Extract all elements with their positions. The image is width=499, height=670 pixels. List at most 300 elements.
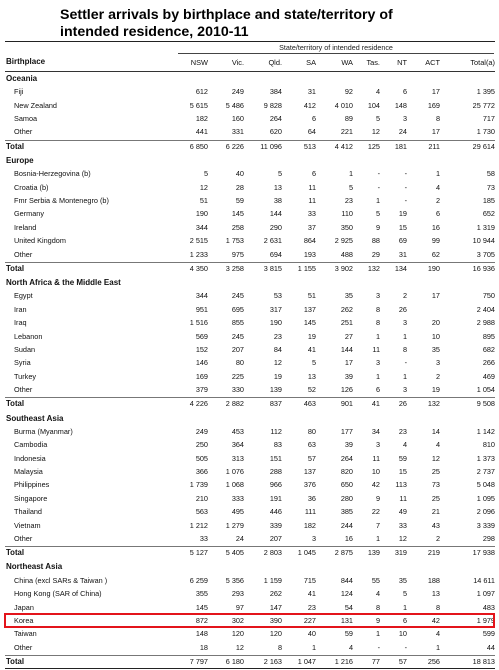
table-cell: 495 <box>231 507 244 517</box>
table-cell: 62 <box>431 249 440 259</box>
table-cell: 7 797 <box>189 657 208 666</box>
table-cell: 262 <box>269 589 282 599</box>
table-cell: 24 <box>235 533 244 543</box>
table-cell: 37 <box>307 222 316 232</box>
table-cell: 21 <box>431 507 440 517</box>
table-row <box>5 357 495 368</box>
row-label: Other <box>14 385 33 395</box>
page-title <box>60 7 480 41</box>
table-cell: 1 159 <box>263 575 282 585</box>
table-row <box>5 126 495 137</box>
row-label: Ireland <box>14 222 37 232</box>
table-cell: 14 611 <box>473 575 495 585</box>
table-row <box>5 235 495 246</box>
table-cell: 3 902 <box>334 263 353 273</box>
table-cell: 8 <box>402 344 407 354</box>
table-cell: 2 803 <box>263 548 282 558</box>
table-cell: 820 <box>340 467 353 477</box>
table-cell: 2 096 <box>476 507 495 517</box>
table-cell: 5 <box>402 589 407 599</box>
table-cell: 33 <box>398 520 407 530</box>
table-cell: 249 <box>231 87 244 97</box>
table-cell: 5 405 <box>225 548 244 558</box>
table-cell: 169 <box>427 100 440 110</box>
table-cell: 1 753 <box>225 236 244 246</box>
table-row <box>5 520 495 531</box>
column-header: Tas. <box>366 58 380 67</box>
table-cell: 3 815 <box>263 263 282 273</box>
table-cell: 895 <box>482 331 495 341</box>
table-cell: 7 <box>375 520 380 530</box>
table-cell: 453 <box>231 426 244 436</box>
row-label: Bosnia-Herzegovina (b) <box>14 169 91 179</box>
table-cell: 26 <box>398 304 407 314</box>
table-cell: 717 <box>482 114 495 124</box>
table-cell: 11 <box>308 196 316 206</box>
table-cell: 3 705 <box>476 249 495 259</box>
table-cell: 9 <box>375 493 380 503</box>
table-cell: 23 <box>398 426 407 436</box>
column-header: ACT <box>425 58 440 67</box>
table-cell: 293 <box>231 589 244 599</box>
table-cell: 864 <box>303 236 316 246</box>
table-row <box>5 384 495 395</box>
column-header-row <box>5 58 495 70</box>
table-cell: 88 <box>371 236 380 246</box>
table-cell: 6 259 <box>189 575 208 585</box>
table-cell: 20 <box>431 318 440 328</box>
table-cell: 1 373 <box>476 453 495 463</box>
table-cell: 33 <box>307 209 316 219</box>
table-cell: 28 <box>235 182 244 192</box>
table-cell: 3 <box>402 114 407 124</box>
table-cell: 1 054 <box>476 385 495 395</box>
table-cell: 13 <box>431 589 440 599</box>
table-cell: 250 <box>195 440 208 450</box>
row-label: Taiwan <box>14 629 37 639</box>
row-label: Iran <box>14 304 27 314</box>
table-row <box>5 602 495 613</box>
table-cell: 83 <box>273 440 282 450</box>
table-cell: 24 <box>398 127 407 137</box>
section-label: North Africa & the Middle East <box>6 278 121 288</box>
table-cell: 207 <box>269 533 282 543</box>
table-cell: 563 <box>195 507 208 517</box>
total-row <box>5 655 495 667</box>
section-label: Oceania <box>6 74 38 83</box>
table-cell: 207 <box>231 344 244 354</box>
table-cell: 1 <box>402 331 407 341</box>
highlight-box <box>4 613 495 628</box>
table-cell: 19 <box>398 209 407 219</box>
table-cell: 3 339 <box>476 520 495 530</box>
table-cell: 151 <box>269 453 282 463</box>
table-cell: 31 <box>307 87 316 97</box>
table-cell: 750 <box>482 291 495 301</box>
row-label: Turkey <box>14 371 37 381</box>
row-label: Other <box>14 533 33 543</box>
table-cell: 3 <box>311 533 316 543</box>
table-cell: 4 010 <box>334 100 353 110</box>
header-bottom-rule <box>5 71 495 72</box>
table-cell: 58 <box>486 169 495 179</box>
table-cell: 1 279 <box>225 520 244 530</box>
table-cell: 219 <box>427 548 440 558</box>
table-cell: 12 <box>235 642 244 652</box>
table-cell: 262 <box>340 304 353 314</box>
table-cell: 6 180 <box>225 657 244 666</box>
table-cell: 144 <box>340 344 353 354</box>
row-label: Philippines <box>14 480 50 490</box>
table-cell: 339 <box>269 520 282 530</box>
table-cell: 288 <box>269 467 282 477</box>
table-cell: 35 <box>344 291 353 301</box>
table-cell: 4 <box>435 182 440 192</box>
table-cell: 160 <box>231 114 244 124</box>
table-cell: 694 <box>269 249 282 259</box>
row-label: Croatia (b) <box>14 182 49 192</box>
table-cell: 505 <box>195 453 208 463</box>
row-label: Samoa <box>14 114 38 124</box>
table-cell: 33 <box>199 533 208 543</box>
table-cell: 2 875 <box>334 548 353 558</box>
row-label: Sudan <box>14 344 36 354</box>
table-cell: 190 <box>195 209 208 219</box>
table-cell: 80 <box>307 426 316 436</box>
row-label: United Kingdom <box>14 236 66 246</box>
table-cell: 355 <box>195 589 208 599</box>
column-header: NT <box>397 58 407 67</box>
table-cell: 975 <box>231 249 244 259</box>
table-cell: 2 163 <box>263 657 282 666</box>
table-cell: 19 <box>431 385 440 395</box>
table-cell: 1 <box>375 371 380 381</box>
total-row <box>5 262 495 274</box>
table-cell: 1 516 <box>189 318 208 328</box>
table-cell: 193 <box>303 249 316 259</box>
table-cell: 11 <box>372 344 380 354</box>
table-cell: 54 <box>344 602 353 612</box>
table-cell: 29 <box>371 249 380 259</box>
table-cell: 9 <box>375 615 380 625</box>
section-heading <box>5 413 495 424</box>
table-cell: 36 <box>307 493 316 503</box>
table-cell: 185 <box>482 196 495 206</box>
column-header: Vic. <box>231 58 244 67</box>
table-cell: 104 <box>367 100 380 110</box>
row-label: Indonesia <box>14 453 46 463</box>
section-heading <box>5 561 495 572</box>
table-cell: 19 <box>273 371 282 381</box>
table-cell: 188 <box>427 575 440 585</box>
table-cell: 837 <box>269 399 282 409</box>
table-cell: 132 <box>367 263 380 273</box>
table-cell: 249 <box>195 426 208 436</box>
table-row <box>5 317 495 328</box>
table-row <box>5 642 495 653</box>
table-cell: 99 <box>431 236 440 246</box>
table-cell: 59 <box>398 453 407 463</box>
table-cell: 139 <box>269 385 282 395</box>
table-cell: 5 486 <box>225 100 244 110</box>
table-cell: 379 <box>195 385 208 395</box>
table-cell: 4 <box>435 440 440 450</box>
table-cell: 2 882 <box>225 399 244 409</box>
table-row <box>5 628 495 639</box>
table-cell: 92 <box>344 87 353 97</box>
table-cell: 951 <box>195 304 208 314</box>
table-cell: 1 <box>402 602 407 612</box>
table-cell: 55 <box>371 575 380 585</box>
table-cell: 844 <box>340 575 353 585</box>
table-cell: 52 <box>307 385 316 395</box>
table-cell: 63 <box>307 440 316 450</box>
table-cell: 57 <box>398 657 407 666</box>
table-cell: 901 <box>340 399 353 409</box>
table-row <box>5 304 495 315</box>
table-row <box>5 453 495 464</box>
table-cell: 5 048 <box>476 480 495 490</box>
table-cell: 5 <box>311 358 316 368</box>
table-row <box>5 533 495 544</box>
table-cell: 4 <box>402 440 407 450</box>
table-cell: 41 <box>307 589 316 599</box>
table-cell: 2 <box>402 291 407 301</box>
table-cell: 25 <box>431 493 440 503</box>
table-cell: 446 <box>269 507 282 517</box>
row-label: Thailand <box>14 507 42 517</box>
table-cell: 18 813 <box>472 657 495 666</box>
table-cell: 313 <box>231 453 244 463</box>
row-label: Other <box>14 249 33 259</box>
row-label: Lebanon <box>14 331 43 341</box>
table-cell: 6 <box>375 385 380 395</box>
table-cell: 8 <box>375 318 380 328</box>
table-cell: 134 <box>394 263 407 273</box>
table-row <box>5 331 495 342</box>
table-cell: 124 <box>340 589 353 599</box>
column-header: WA <box>341 58 353 67</box>
table-cell: 145 <box>303 318 316 328</box>
table-cell: 4 <box>435 629 440 639</box>
table-cell: 376 <box>303 480 316 490</box>
table-cell: 2 <box>435 371 440 381</box>
row-label: Syria <box>14 358 31 368</box>
table-row <box>5 182 495 193</box>
table-cell: 258 <box>231 222 244 232</box>
table-cell: 18 <box>199 642 208 652</box>
table-cell: 1 <box>402 371 407 381</box>
table-cell: 1 076 <box>225 467 244 477</box>
table-cell: 11 <box>399 493 407 503</box>
table-cell: 1 142 <box>476 426 495 436</box>
table-cell: 8 <box>277 642 282 652</box>
table-row <box>5 506 495 517</box>
table-cell: 9 <box>375 222 380 232</box>
column-header: SA <box>306 58 316 67</box>
table-row <box>5 168 495 179</box>
table-cell: 13 <box>307 371 316 381</box>
table-row <box>5 86 495 97</box>
table-cell: 650 <box>340 480 353 490</box>
table-cell: 344 <box>195 291 208 301</box>
table-cell: 41 <box>307 344 316 354</box>
table-cell: 6 <box>402 87 407 97</box>
table-cell: 5 <box>375 114 380 124</box>
table-cell: 182 <box>303 520 316 530</box>
table-cell: 10 <box>431 331 440 341</box>
table-cell: 1 216 <box>334 657 353 666</box>
table-cell: 190 <box>269 318 282 328</box>
column-header: Total(a) <box>470 58 495 67</box>
table-cell: 144 <box>269 209 282 219</box>
table-cell: 16 <box>431 222 440 232</box>
table-cell: 17 938 <box>472 548 495 558</box>
row-label: Other <box>14 127 33 137</box>
table-cell: 10 <box>398 629 407 639</box>
table-cell: 333 <box>231 493 244 503</box>
section-heading <box>5 73 495 84</box>
table-cell: 2 631 <box>263 236 282 246</box>
table-cell: 344 <box>195 222 208 232</box>
table-cell: 13 <box>273 182 282 192</box>
table-cell: 266 <box>482 358 495 368</box>
table-cell: 23 <box>344 196 353 206</box>
table-cell: 38 <box>273 196 282 206</box>
table-cell: - <box>404 182 407 192</box>
row-label: Iraq <box>14 318 27 328</box>
table-cell: 17 <box>431 127 440 137</box>
table-cell: 302 <box>231 615 244 625</box>
table-cell: 331 <box>231 127 244 137</box>
table-cell: 42 <box>431 615 440 625</box>
table-cell: 469 <box>482 371 495 381</box>
header-top-rule <box>5 41 495 42</box>
table-cell: 40 <box>307 629 316 639</box>
table-cell: 89 <box>344 114 353 124</box>
table-cell: 1 979 <box>476 615 495 625</box>
table-cell: 120 <box>231 629 244 639</box>
table-cell: 221 <box>340 127 353 137</box>
table-cell: 126 <box>340 385 353 395</box>
table-cell: 132 <box>427 399 440 409</box>
table-cell: 1 739 <box>189 480 208 490</box>
table-cell: 11 <box>372 453 380 463</box>
table-row <box>5 439 495 450</box>
table-cell: 366 <box>195 467 208 477</box>
table-cell: 256 <box>427 657 440 666</box>
table-cell: 44 <box>486 642 495 652</box>
table-cell: - <box>404 169 407 179</box>
table-row <box>5 344 495 355</box>
table-cell: 1 047 <box>297 657 316 666</box>
table-cell: 2 <box>435 533 440 543</box>
table-cell: 12 <box>199 182 208 192</box>
table-cell: 1 <box>435 642 440 652</box>
table-row <box>5 493 495 504</box>
table-cell: 1 <box>375 629 380 639</box>
table-cell: 29 614 <box>472 141 495 151</box>
column-header: NSW <box>190 58 208 67</box>
table-cell: 6 <box>311 114 316 124</box>
table-cell: 599 <box>482 629 495 639</box>
table-cell: 51 <box>307 291 316 301</box>
table-cell: - <box>377 642 380 652</box>
table-cell: 488 <box>340 249 353 259</box>
stub-header: Birthplace <box>6 57 46 66</box>
table-cell: 1 212 <box>189 520 208 530</box>
table-cell: 12 <box>371 127 380 137</box>
table-cell: 35 <box>398 575 407 585</box>
table-cell: 1 730 <box>476 127 495 137</box>
table-cell: 364 <box>231 440 244 450</box>
table-cell: 22 <box>371 507 380 517</box>
table-cell: 1 <box>311 642 316 652</box>
table-cell: 350 <box>340 222 353 232</box>
table-cell: 1 <box>348 169 353 179</box>
table-cell: 110 <box>341 209 353 219</box>
table-cell: 2 <box>435 196 440 206</box>
table-row <box>5 588 495 599</box>
table-cell: 280 <box>340 493 353 503</box>
table-cell: 3 <box>375 291 380 301</box>
row-label: Cambodia <box>14 440 48 450</box>
table-cell: 17 <box>344 358 353 368</box>
row-label: New Zealand <box>14 100 57 110</box>
table-cell: 16 936 <box>472 263 495 273</box>
table-cell: 27 <box>344 331 353 341</box>
table-row <box>5 371 495 382</box>
table-cell: 412 <box>303 100 316 110</box>
row-label: Total <box>6 399 25 409</box>
row-label: Malaysia <box>14 467 43 477</box>
table-cell: 97 <box>235 602 244 612</box>
table-cell: 148 <box>195 629 208 639</box>
row-label: Vietnam <box>14 520 41 530</box>
table-cell: 31 <box>398 249 407 259</box>
table-cell: 146 <box>195 358 208 368</box>
table-cell: 181 <box>394 141 407 151</box>
table-row <box>5 290 495 301</box>
table-cell: 317 <box>269 304 282 314</box>
table-cell: 5 <box>348 182 353 192</box>
title-line-1: Settler arrivals by birthplace and state/territory of <box>60 7 393 23</box>
table-cell: 612 <box>195 87 208 97</box>
row-label: Total <box>6 263 25 273</box>
table-cell: 4 226 <box>189 399 208 409</box>
table-cell: 245 <box>231 331 244 341</box>
row-label: Total <box>6 141 25 151</box>
table-cell: 3 258 <box>225 263 244 273</box>
table-cell: 69 <box>398 236 407 246</box>
table-cell: 227 <box>303 615 316 625</box>
table-cell: 73 <box>486 182 495 192</box>
table-cell: 264 <box>340 453 353 463</box>
table-cell: 23 <box>273 331 282 341</box>
table-cell: 10 944 <box>472 236 495 246</box>
row-label: Total <box>6 657 25 666</box>
table-bottom-rule <box>5 668 495 669</box>
table-cell: 12 <box>273 358 282 368</box>
table-cell: 1 233 <box>189 249 208 259</box>
table-cell: 6 <box>402 615 407 625</box>
section-label: Southeast Asia <box>6 413 64 423</box>
row-label: Germany <box>14 209 45 219</box>
table-cell: 139 <box>367 548 380 558</box>
table-cell: 3 <box>402 318 407 328</box>
table-cell: 59 <box>235 196 244 206</box>
table-cell: 290 <box>269 222 282 232</box>
